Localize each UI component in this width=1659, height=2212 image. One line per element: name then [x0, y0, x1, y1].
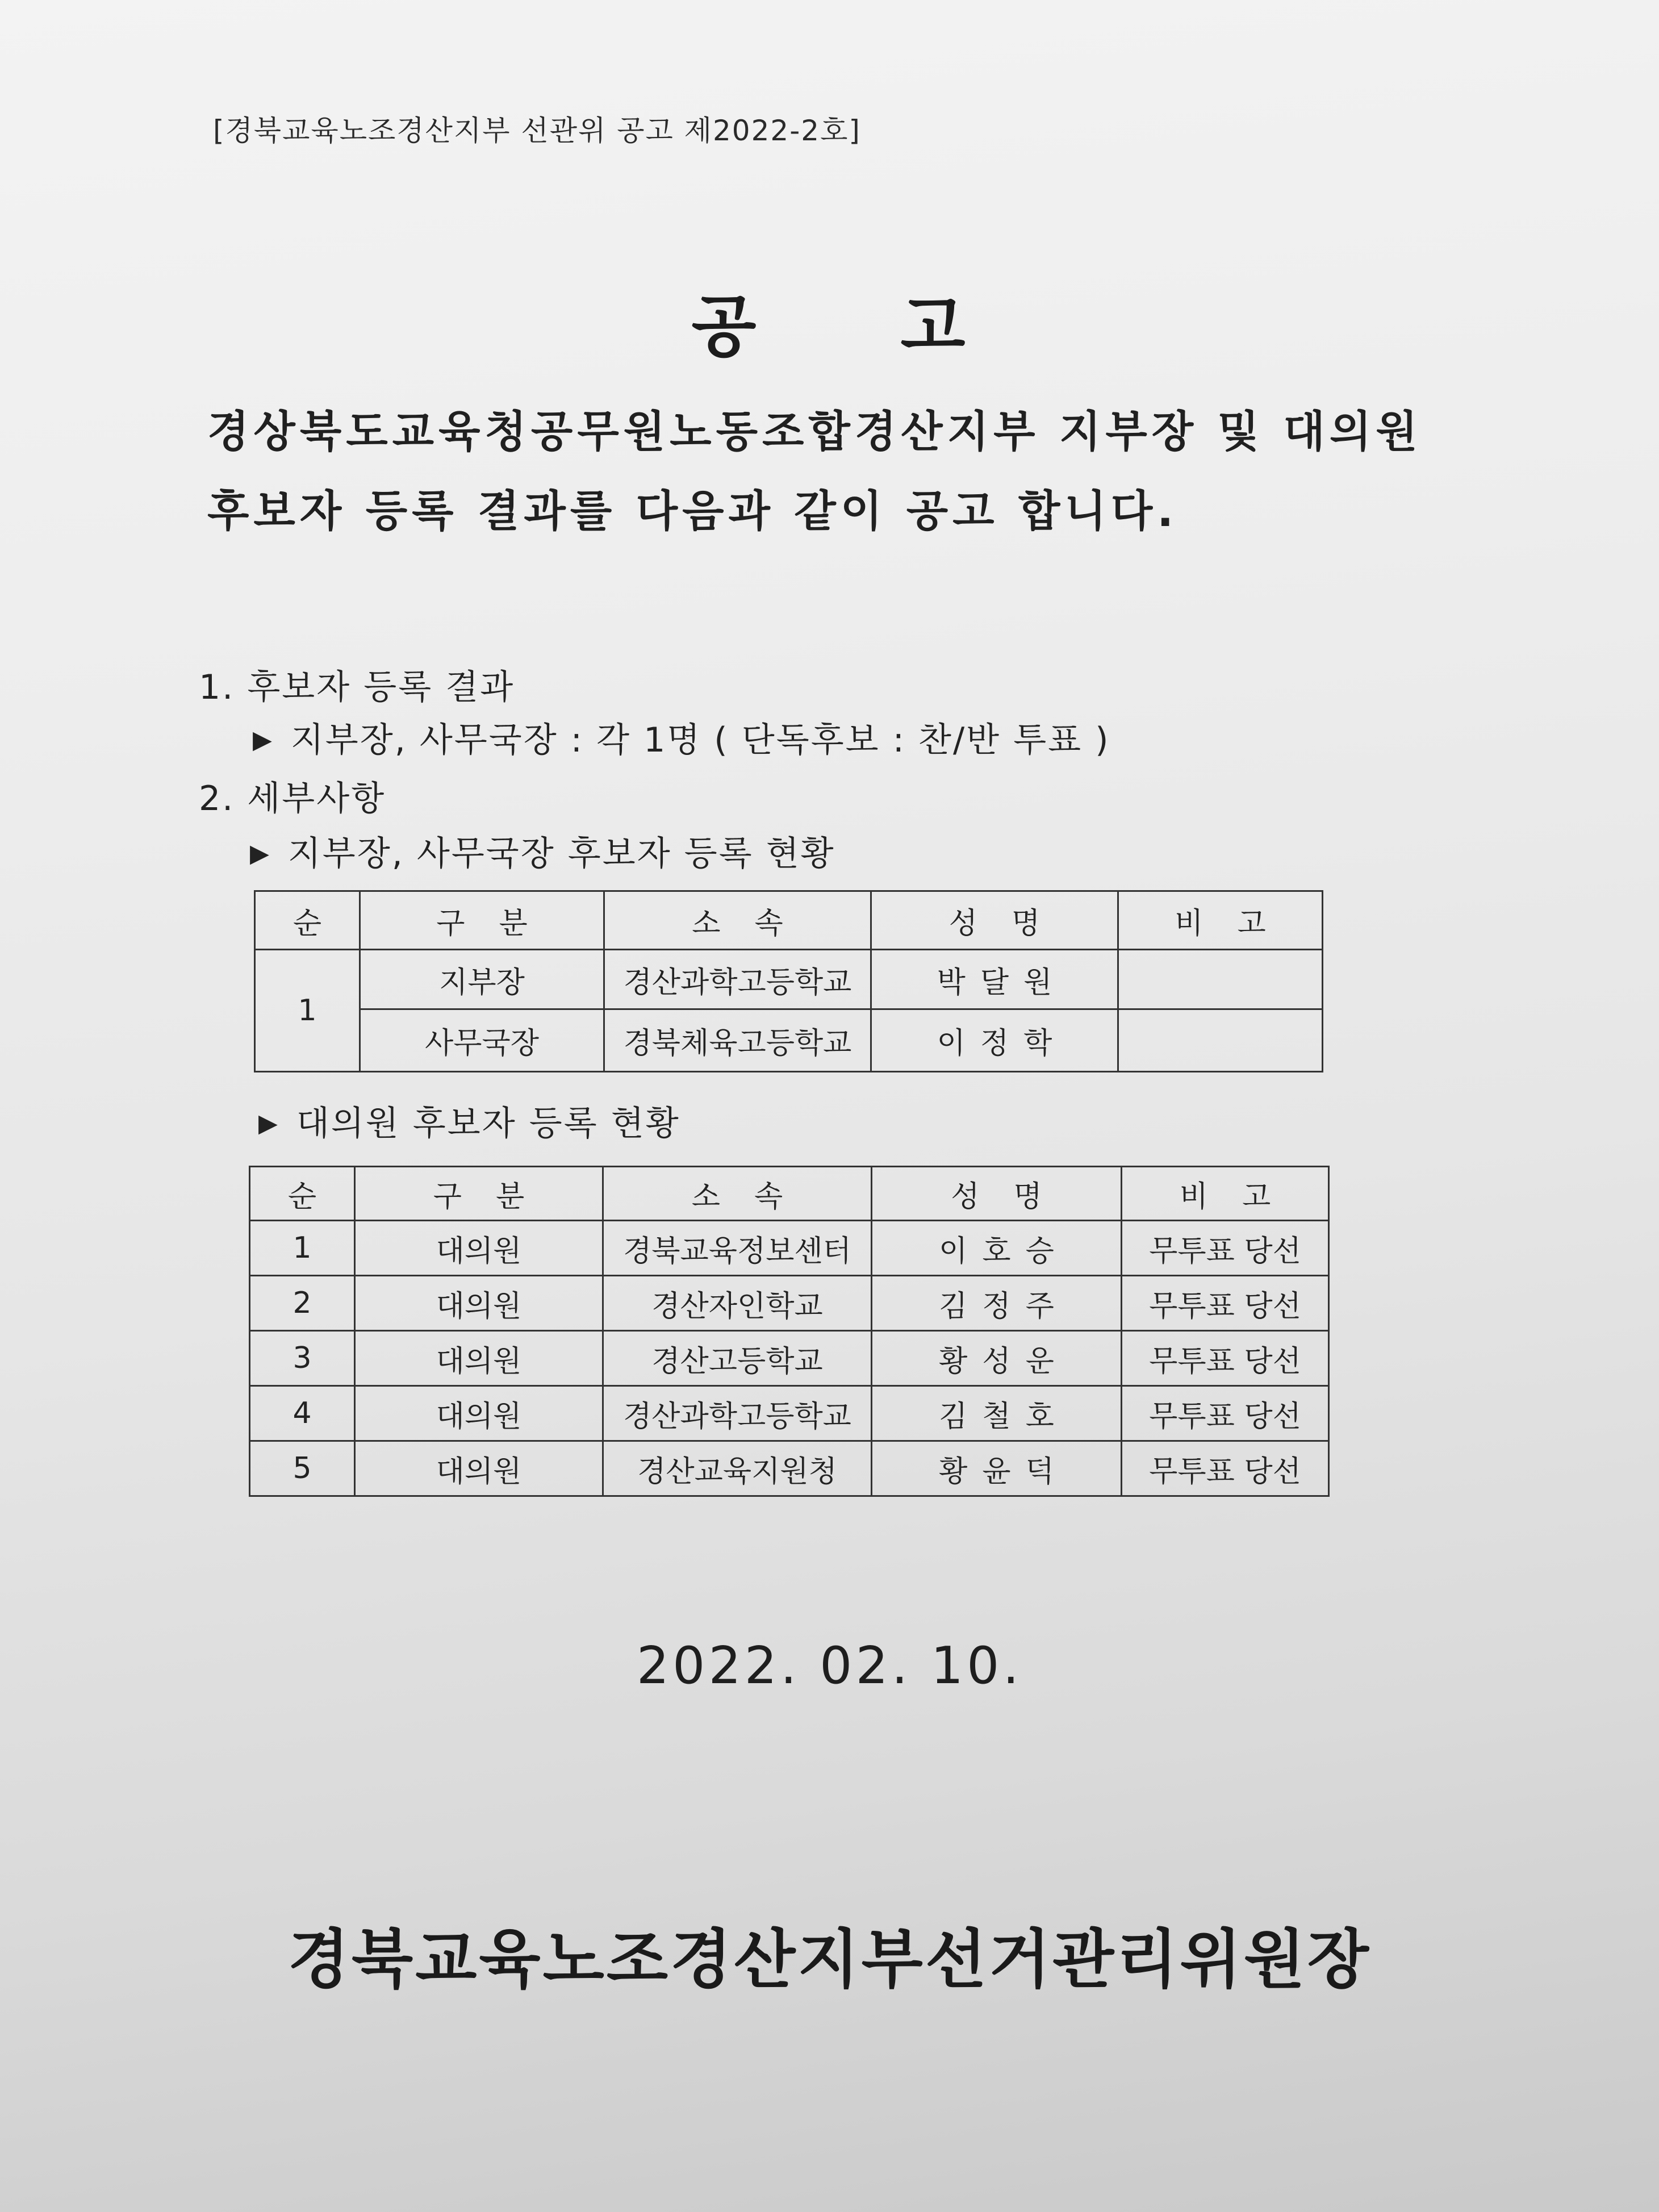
row-number: 3: [250, 1331, 355, 1386]
name-cell: 이정학: [871, 1009, 1118, 1072]
notice-number: [경북교육노조경산지부 선관위 공고 제2022-2호]: [213, 114, 861, 147]
name-cell: 김정주: [872, 1276, 1122, 1331]
row-number: 1: [255, 950, 360, 1072]
affiliation-cell: 경산고등학교: [603, 1331, 872, 1386]
affiliation-cell: 경산교육지원청: [603, 1441, 872, 1496]
row-number: 1: [250, 1221, 355, 1276]
table-row: [250, 1276, 1329, 1331]
intro-paragraph: [207, 392, 1422, 551]
row-number: 2: [250, 1276, 355, 1331]
table-header-row: [250, 1167, 1329, 1221]
col-header-affiliation: 소속: [603, 1167, 872, 1221]
section-1-bullet-text: 지부장, 사무국장 : 각 1명 ( 단독후보 : 찬/반 투표 ): [290, 720, 1110, 760]
affiliation-cell: 경북체육고등학교: [604, 1009, 871, 1072]
name-cell: 김철호: [872, 1386, 1122, 1441]
triangle-bullet-icon: ▶: [253, 725, 274, 754]
table-row: [250, 1331, 1329, 1386]
col-header-no: 순: [255, 891, 360, 950]
title-right: 고: [900, 287, 968, 366]
note-cell: 무투표 당선: [1122, 1331, 1329, 1386]
col-header-affiliation: 소속: [604, 891, 871, 950]
intro-line-2: 후보자 등록 결과를 다음과 같이 공고 합니다.: [207, 486, 1179, 536]
role-cell: 사무국장: [360, 1009, 604, 1072]
title-left: 공: [691, 287, 759, 366]
role-cell: 대의원: [355, 1331, 603, 1386]
col-header-no: 순: [250, 1167, 355, 1221]
table-row: [250, 1386, 1329, 1441]
table-row: [255, 950, 1323, 1009]
affiliation-cell: 경북교육정보센터: [603, 1221, 872, 1276]
issue-date: 2022. 02. 10.: [636, 1636, 1023, 1696]
table-row: [250, 1221, 1329, 1276]
role-cell: 대의원: [355, 1441, 603, 1496]
page-title: [0, 273, 1659, 369]
intro-line-1: 경상북도교육청공무원노동조합경산지부 지부장 및 대의원: [207, 406, 1422, 457]
triangle-bullet-icon: ▶: [258, 1109, 279, 1138]
affiliation-cell: 경산자인학교: [603, 1276, 872, 1331]
officer-subheading-text: 지부장, 사무국장 후보자 등록 현황: [287, 834, 835, 874]
table-row: [250, 1441, 1329, 1496]
role-cell: 지부장: [360, 950, 604, 1009]
officer-subheading: [250, 827, 835, 875]
note-cell: [1118, 950, 1323, 1009]
row-number: 4: [250, 1386, 355, 1441]
delegate-candidate-table: [249, 1166, 1330, 1497]
col-header-note: 비고: [1122, 1167, 1329, 1221]
affiliation-cell: 경산과학고등학교: [603, 1386, 872, 1441]
col-header-name: 성명: [871, 891, 1118, 950]
col-header-role: 구분: [355, 1167, 603, 1221]
section-1-heading: 1. 후보자 등록 결과: [199, 667, 515, 707]
delegate-subheading-text: 대의원 후보자 등록 현황: [296, 1104, 680, 1143]
note-cell: [1118, 1009, 1323, 1072]
role-cell: 대의원: [355, 1386, 603, 1441]
role-cell: 대의원: [355, 1221, 603, 1276]
row-number: 5: [250, 1441, 355, 1496]
col-header-name: 성명: [872, 1167, 1122, 1221]
table-row: [255, 1009, 1323, 1072]
note-cell: 무투표 당선: [1122, 1441, 1329, 1496]
delegate-subheading: [258, 1096, 680, 1145]
note-cell: 무투표 당선: [1122, 1386, 1329, 1441]
officer-candidate-table: [254, 890, 1323, 1072]
name-cell: 박달원: [871, 950, 1118, 1009]
role-cell: 대의원: [355, 1276, 603, 1331]
table-header-row: [255, 891, 1323, 950]
affiliation-cell: 경산과학고등학교: [604, 950, 871, 1009]
committee-chair-signature: 경북교육노조경산지부선거관리위원장: [287, 1923, 1372, 1997]
note-cell: 무투표 당선: [1122, 1221, 1329, 1276]
name-cell: 황성운: [872, 1331, 1122, 1386]
name-cell: 황윤덕: [872, 1441, 1122, 1496]
col-header-note: 비고: [1118, 891, 1323, 950]
col-header-role: 구분: [360, 891, 604, 950]
note-cell: 무투표 당선: [1122, 1276, 1329, 1331]
name-cell: 이호승: [872, 1221, 1122, 1276]
triangle-bullet-icon: ▶: [250, 839, 271, 868]
section-2-heading: 2. 세부사항: [199, 779, 386, 819]
section-1-bullet: [253, 713, 1110, 762]
